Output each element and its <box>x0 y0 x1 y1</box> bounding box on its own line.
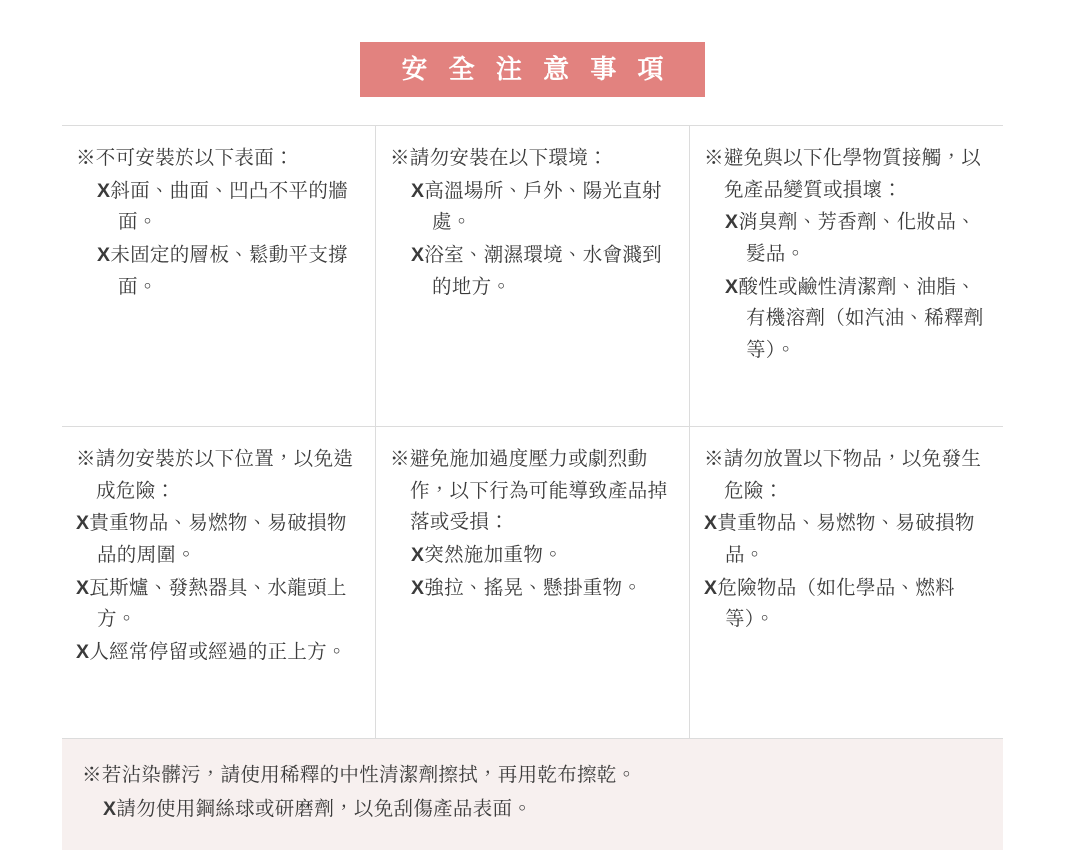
x-bullet-icon: X <box>97 244 111 267</box>
notice-cell-locations <box>62 427 375 738</box>
notice-line <box>390 240 675 303</box>
notice-line <box>704 272 989 367</box>
notice-cell-environments <box>375 126 689 426</box>
title-container <box>0 0 1065 97</box>
notice-line: ※請勿安裝於以下位置，以免造成危險： <box>76 448 354 502</box>
notice-cell-items <box>689 427 1003 738</box>
x-bullet-icon: X <box>725 275 739 298</box>
notice-line-text: 酸性或鹼性清潔劑、油脂、有機溶劑（如汽油、稀釋劑等）。 <box>738 275 984 361</box>
notice-line-text: 斜面、曲面、凹凸不平的牆面。 <box>110 179 348 234</box>
notice-line-text: 貴重物品、易燃物、易破損物品的周圍。 <box>89 512 347 567</box>
notice-line <box>704 508 989 571</box>
x-bullet-icon: X <box>411 544 425 567</box>
notice-cell-force <box>375 427 689 738</box>
x-bullet-icon: X <box>76 512 90 535</box>
notice-line: ※不可安裝於以下表面： <box>76 147 294 170</box>
notice-line <box>704 573 989 636</box>
notice-line-text: 人經常停留或經過的正上方。 <box>89 640 347 663</box>
x-bullet-icon: X <box>76 576 90 599</box>
x-bullet-icon: X <box>725 211 739 234</box>
notice-line-text: 請勿使用鋼絲球或研磨劑，以免刮傷產品表面。 <box>116 798 533 821</box>
notice-line <box>390 176 675 239</box>
notice-line-text: 浴室、潮濕環境、水會濺到的地方。 <box>424 244 662 298</box>
notice-line-text: 強拉、搖晃、懸掛重物。 <box>424 576 643 599</box>
notice-cell-surfaces <box>62 126 375 426</box>
notice-line: ※避免施加過度壓力或劇烈動作，以下行為可能導致產品掉落或受損： <box>390 448 668 534</box>
page-title: 安 全 注 意 事 項 <box>360 42 704 97</box>
notice-line: ※避免與以下化學物質接觸，以免產品變質或損壞： <box>704 147 982 201</box>
notice-cell-chemicals <box>689 126 1003 426</box>
notice-line <box>82 793 983 826</box>
notice-row-1 <box>62 125 1003 427</box>
notice-line <box>76 508 361 571</box>
notice-line-text: 貴重物品、易燃物、易破損物品。 <box>717 512 975 567</box>
notice-line-text: 未固定的層板、鬆動平支撐面。 <box>110 244 348 298</box>
notice-line-text: 危險物品（如化學品、燃料等）。 <box>717 576 955 631</box>
x-bullet-icon: X <box>411 179 425 202</box>
notice-line <box>390 540 675 572</box>
x-bullet-icon: X <box>704 576 718 599</box>
x-bullet-icon: X <box>103 798 117 821</box>
notice-line: ※請勿安裝在以下環境： <box>390 147 608 170</box>
notice-line-text: 瓦斯爐、發熱器具、水龍頭上方。 <box>89 576 347 631</box>
notice-line <box>76 240 361 303</box>
x-bullet-icon: X <box>411 576 425 599</box>
notice-grid <box>62 125 1003 739</box>
notice-line-text: 高溫場所、戶外、陽光直射處。 <box>424 179 662 234</box>
notice-line <box>76 573 361 636</box>
notice-line <box>76 176 361 239</box>
notice-line <box>704 207 989 270</box>
notice-line-text: 消臭劑、芳香劑、化妝品、髮品。 <box>738 211 976 266</box>
notice-row-2 <box>62 427 1003 739</box>
notice-line <box>76 637 361 669</box>
notice-line-text: 突然施加重物。 <box>424 544 563 567</box>
x-bullet-icon: X <box>97 179 111 202</box>
x-bullet-icon: X <box>704 512 718 535</box>
x-bullet-icon: X <box>76 640 90 663</box>
x-bullet-icon: X <box>411 244 425 267</box>
notice-line: ※請勿放置以下物品，以免發生危險： <box>704 448 982 502</box>
notice-line <box>390 573 675 605</box>
notice-line: ※若沾染髒污，請使用稀釋的中性清潔劑擦拭，再用乾布擦乾。 <box>82 764 637 787</box>
cleaning-note-panel <box>62 739 1003 849</box>
